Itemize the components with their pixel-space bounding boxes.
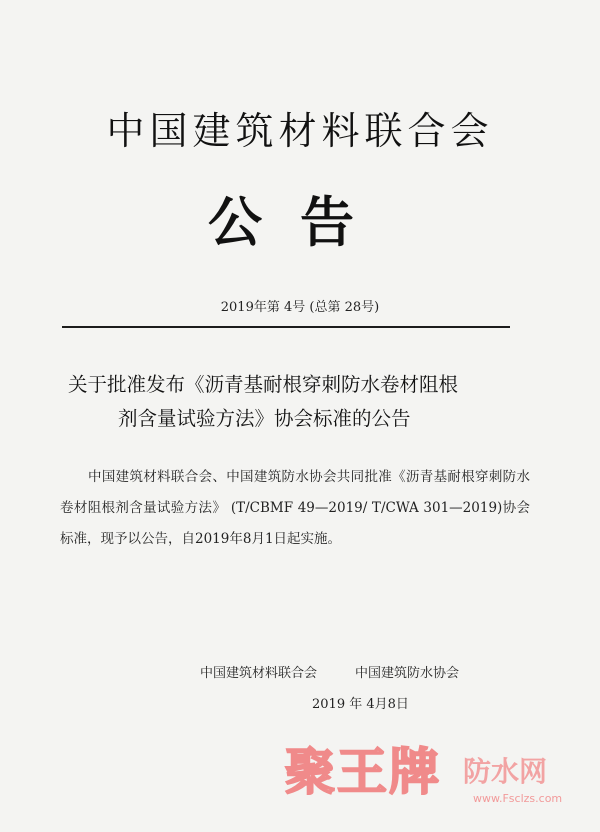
headline-line-2: 剂含量试验方法》协会标准的公告 [118, 407, 411, 430]
org-title: 中国建筑材料联合会 [106, 109, 494, 153]
issue-number: 2019年第 4号 (总第 28号) [220, 300, 380, 315]
watermark-brand: 聚王牌 [285, 743, 441, 801]
body-paragraph: 中国建筑材料联合会、中国建筑防水协会共同批准《沥青基耐根穿刺防水卷材阻根剂含量试验方法》 (T/CBMF 49—2019/ T/CWA 301—2019)协会标准，现予以公告，自2019年8月1日起实施。 [60, 469, 530, 547]
notice-title: 公告 [208, 191, 392, 254]
watermark-url: www.Fsclzs.com [473, 792, 563, 805]
watermark-site-name: 防水网 [463, 755, 548, 788]
site-watermark-logo [285, 742, 590, 822]
signature-org-2: 中国建筑防水协会 [355, 666, 460, 681]
announcement-headline [60, 368, 550, 436]
signature-date: 2019 年 4月8日 [312, 697, 409, 712]
signature-org-1: 中国建筑材料联合会 [200, 666, 318, 681]
signature-orgs [200, 662, 530, 681]
header-divider [62, 326, 510, 328]
headline-line-1: 关于批准发布《沥青基耐根穿刺防水卷材阻根 [68, 373, 459, 396]
